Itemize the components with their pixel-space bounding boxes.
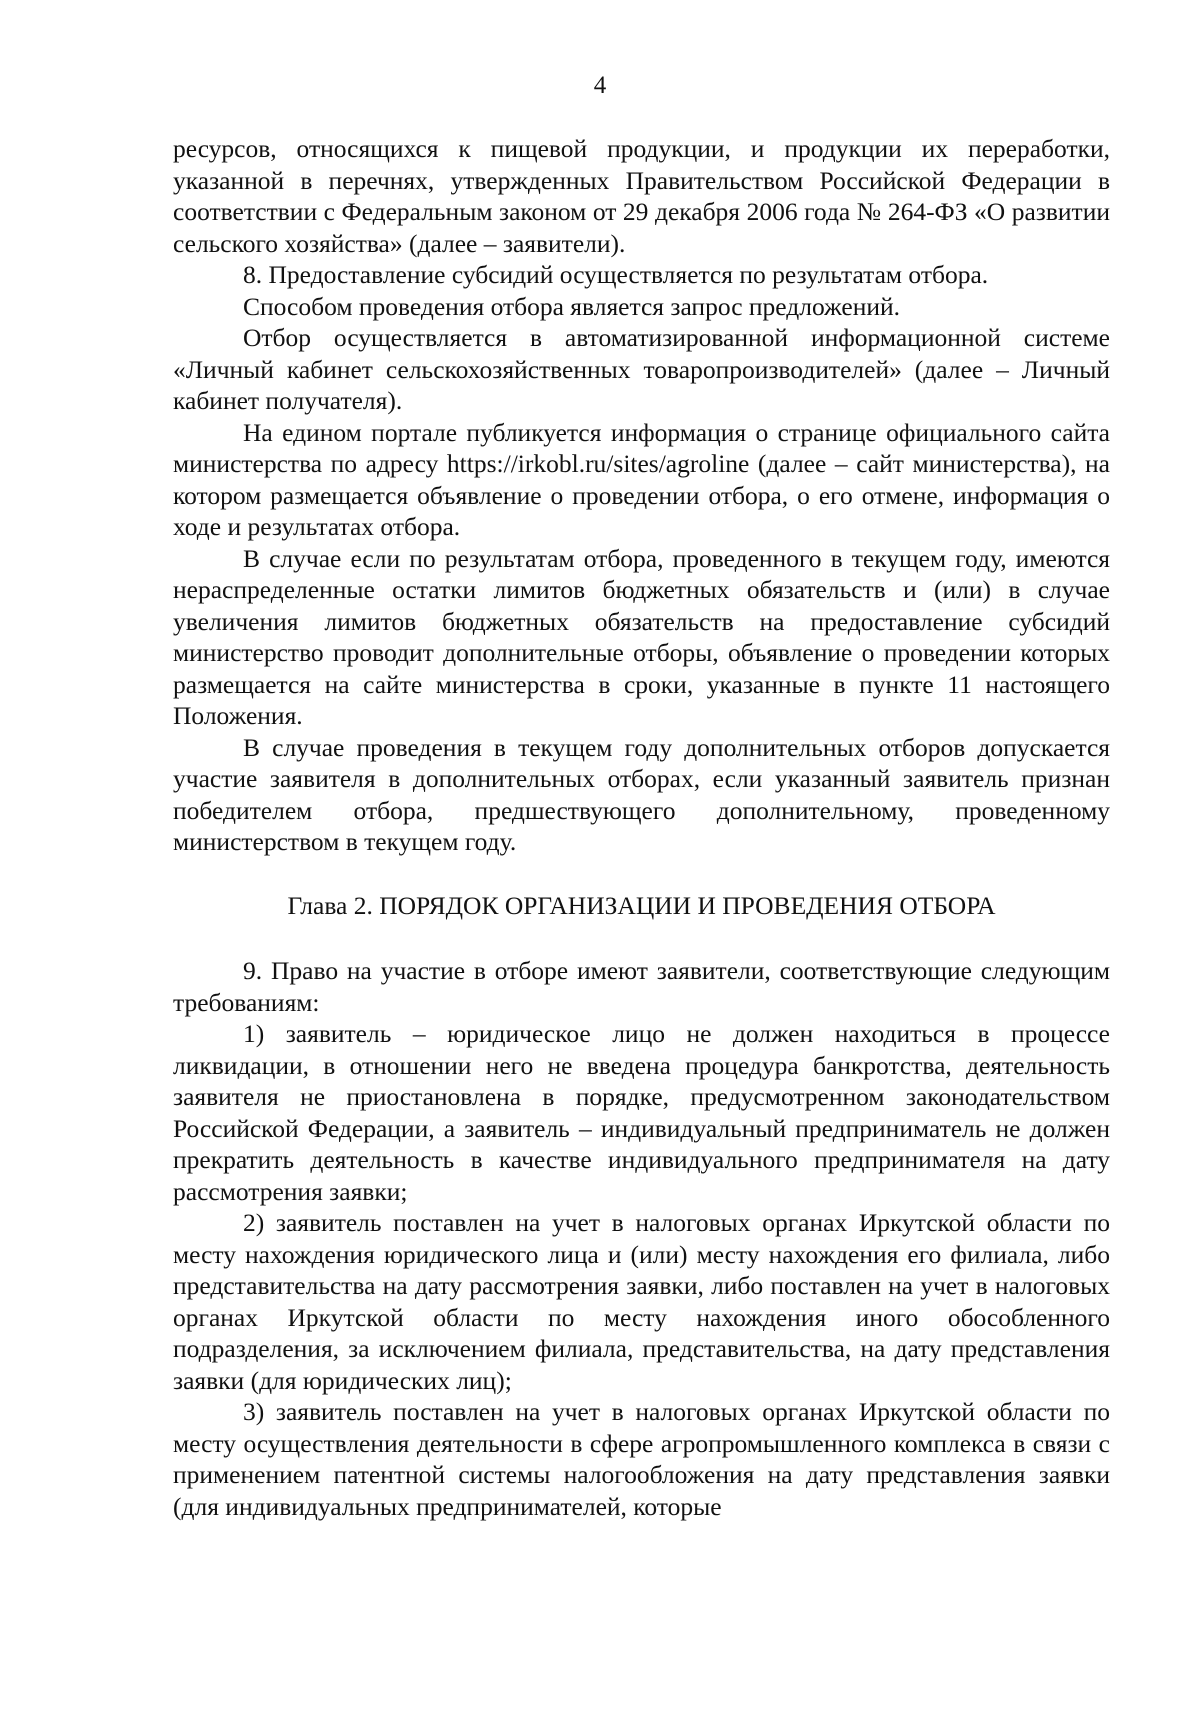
paragraph-item-9: 9. Право на участие в отборе имеют заявители, соответствующие следующим требованиям: <box>173 956 1110 1017</box>
paragraph-continuation: ресурсов, относящихся к пищевой продукции, и продукции их переработки, указанной в перечнях, утвержденных Правительством Российской Федерации в соответствии с Федеральным законом от 29 декабря 2006 года № 264-ФЗ «О развитии сельского хозяйства» (далее – заявители). <box>173 134 1110 258</box>
paragraph: Способом проведения отбора является запрос предложений. <box>243 291 901 321</box>
paragraph: Отбор осуществляется в автоматизированной информационной системе «Личный кабинет сельскохозяйственных товаропроизводителей» (далее – Личный кабинет получателя). <box>173 323 1110 415</box>
chapter-title: Глава 2. ПОРЯДОК ОРГАНИЗАЦИИ И ПРОВЕДЕНИЯ ОТБОРА <box>287 890 996 920</box>
list-item-2: 2) заявитель поставлен на учет в налоговых органах Иркутской области по месту нахождения юридического лица и (или) месту нахождения его филиала, либо представительства на дату рассмотрения заявки, либо поставлен на учет в налоговых органах Иркутской области по месту нахождения иного обособленного подразделения, за исключением филиала, представительства, на дату представления заявки (для юридических лиц); <box>173 1208 1110 1395</box>
paragraph: На едином портале публикуется информация о странице официального сайта министерства по адресу https://irkobl.ru/sites/agroline (далее – сайт министерства), на котором размещается объявление о проведении отбора, о его отмене, информация о ходе и результатах отбора. <box>173 417 1110 541</box>
page-number: 4 <box>593 72 607 99</box>
paragraph: В случае проведения в текущем году дополнительных отборов допускается участие заявителя в дополнительных отборах, если указанный заявитель признан победителем отбора, предшествующего дополнительному, проведенному министерством в текущем году. <box>173 732 1110 856</box>
paragraph-item-8: 8. Предоставление субсидий осуществляется по результатам отбора. <box>243 260 989 289</box>
list-item-3: 3) заявитель поставлен на учет в налоговых органах Иркутской области по месту осуществления деятельности в сфере агропромышленного комплекса в связи с применением патентной системы налогообложения на дату представления заявки (для индивидуальных предпринимателей, которые <box>173 1397 1110 1521</box>
list-item-1: 1) заявитель – юридическое лицо не должен находиться в процессе ликвидации, в отношении него не введена процедура банкротства, деятельность заявителя не приостановлена в порядке, предусмотренном законодательством Российской Федерации, а заявитель – индивидуальный предприниматель не должен прекратить деятельность в качестве индивидуального предпринимателя на дату рассмотрения заявки; <box>173 1019 1110 1206</box>
document-body <box>173 133 1110 1522</box>
paragraph: В случае если по результатам отбора, проведенного в текущем году, имеются нераспределенные остатки лимитов бюджетных обязательств и (или) в случае увеличения лимитов бюджетных обязательств на предоставление субсидий министерство проводит дополнительные отборы, объявление о проведении которых размещается на сайте министерства в сроки, указанные в пункте 11 настоящего Положения. <box>173 543 1110 730</box>
